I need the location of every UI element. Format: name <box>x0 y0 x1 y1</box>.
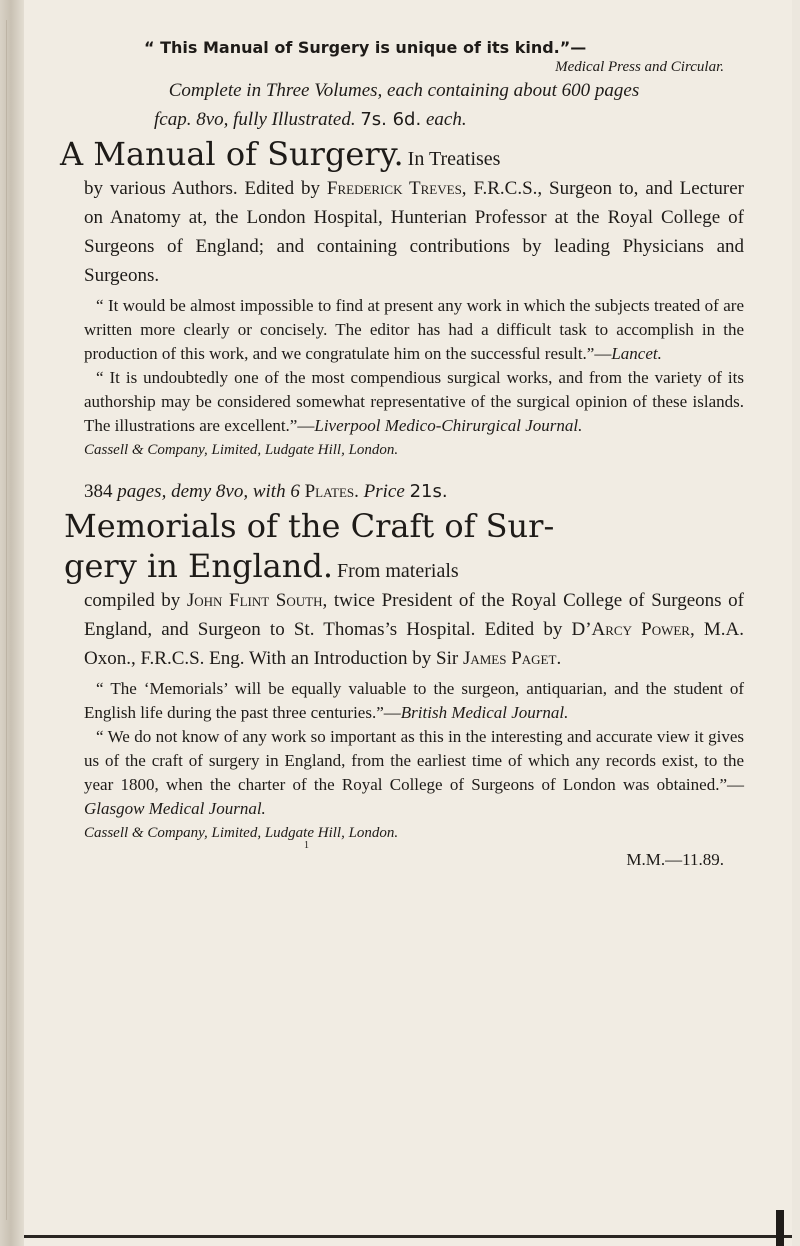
intro-lead: From materials <box>337 560 459 582</box>
catalogue-code: M.M.—11.89. <box>626 850 724 869</box>
review-glasgow <box>84 725 744 821</box>
signature-mark: 1 <box>304 840 309 851</box>
intro-lead: In Treatises <box>407 148 501 170</box>
description-part-2: F.R.C.S., Surgeon to, and Lecturer on Anatomy at, the London Hospital, Hunterian Professor at the Royal College of Surgeons of England; and containing contributions by leading Physicians and Surgeons. <box>84 178 744 286</box>
page-corner <box>776 1210 784 1246</box>
review-bmj <box>84 677 744 725</box>
review-liverpool <box>84 366 744 438</box>
description-part-3: M.A. Oxon., F.R.C.S. Eng. With an Introduction by Sir <box>84 619 745 669</box>
price-label: Price <box>363 481 405 502</box>
manual-of-surgery-listing <box>60 76 744 459</box>
publisher-imprint: Cassell & Company, Limited, Ludgate Hill, London. <box>84 825 399 841</box>
price: 7s. 6d. <box>360 109 422 130</box>
price-suffix: each. <box>425 109 467 130</box>
top-quote: “ This Manual of Surgery is unique of its kind.”— <box>144 38 587 57</box>
review-text: “ We do not know of any work so important as this in the interesting and accurate view it gives us of the craft of surgery in England, from the earliest time of which any records exist, to the year 1800, when the charter of the Royal College of Surgeons of London was obtained.”— <box>84 727 744 794</box>
section-gap <box>64 459 744 477</box>
memorials-listing <box>64 477 744 870</box>
description-part-2: twice President of the Royal College of Surgeons of England, and Surgeon to St. Thomas’s Hospital. Edited by <box>84 590 744 640</box>
description <box>84 586 744 673</box>
review-text: “ It would be almost impossible to find at present any work in which the subjects treated of are written more clearly or concisely. The editor has had a difficult task to accomplish in the production of this work, and we congratulate him on the successful result.”— <box>84 296 744 363</box>
title-line-2 <box>64 546 744 586</box>
spine-edge <box>6 20 7 1220</box>
review-source: Liverpool Medico-Chirurgical Journal. <box>314 416 583 435</box>
book-spine <box>0 0 24 1246</box>
review-source: Lancet. <box>611 344 662 363</box>
description-part-1: compiled by <box>84 590 181 611</box>
format-text: fcap. 8vo, fully Illustrated. <box>154 109 356 130</box>
review-text: “ The ‘Memorials’ will be equally valuable to the surgeon, antiquarian, and the student of English life during the past three centuries.”— <box>84 679 744 722</box>
volumes-line: Complete in Three Volumes, each containing about 600 pages <box>168 80 640 101</box>
price: 21s. <box>409 481 448 502</box>
description-part-1: by various Authors. Edited by <box>84 178 321 199</box>
bottom-rule <box>24 1235 792 1238</box>
format-line <box>154 105 744 134</box>
description <box>84 174 744 290</box>
publisher-imprint: Cassell & Company, Limited, Ludgate Hill, London. <box>84 442 399 458</box>
page-count: 384 <box>84 481 113 502</box>
book-title-line-1: Memorials of the Craft of Sur- <box>64 507 555 545</box>
title-line <box>60 134 744 174</box>
editor-name: Frederick Treves, <box>326 178 467 199</box>
book-title: A Manual of Surgery. <box>60 135 404 173</box>
introducer-name: James Paget. <box>462 648 562 669</box>
advertisement-page <box>24 0 792 1246</box>
editor-name: D’Arcy Power, <box>571 619 695 640</box>
page-content <box>60 38 745 870</box>
review-lancet <box>84 294 744 366</box>
plates-label: Plates. <box>304 481 359 502</box>
format-text: pages, demy 8vo, with 6 <box>117 481 300 502</box>
book-title-line-2: gery in England. <box>64 547 334 585</box>
review-source: British Medical Journal. <box>400 703 569 722</box>
top-quote-source: Medical Press and Circular. <box>555 59 724 75</box>
review-source: Glasgow Medical Journal. <box>84 799 266 818</box>
format-line <box>84 477 744 506</box>
author-name: John Flint South, <box>186 590 328 611</box>
review-text: “ It is undoubtedly one of the most compendious surgical works, and from the variety of its authorship may be considered somewhat representative of the surgical opinion of these islands. The illustrations are excellent.”— <box>84 368 744 435</box>
